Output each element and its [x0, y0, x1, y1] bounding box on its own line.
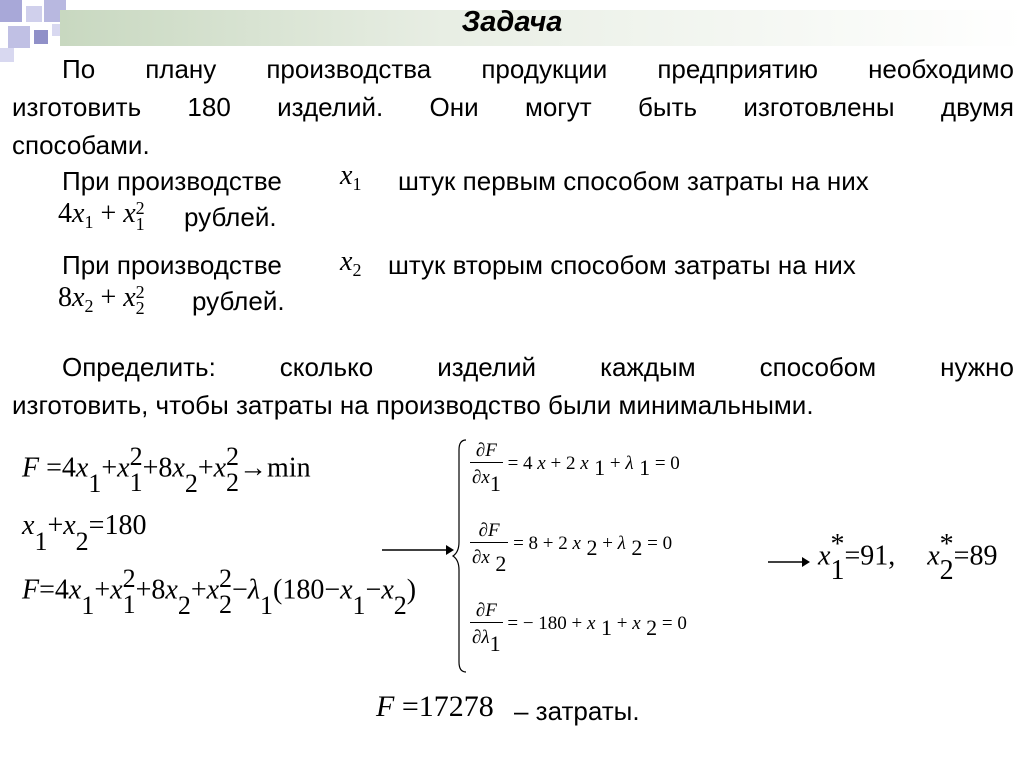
x1-star-value: =91,	[844, 540, 896, 572]
system-brace	[450, 438, 470, 674]
objective-function: F =4x1+x 2 1 +8x2+x 2 2 →min	[22, 442, 311, 499]
constraint-total: 180	[104, 510, 147, 541]
method2-unit: рублей.	[192, 286, 285, 316]
question-line-1: Определить: сколько изделий каждым способом нужно	[62, 352, 1014, 382]
total-cost-label: – затраты.	[514, 696, 640, 726]
problem-line-1: По плану производства продукции предприятию необходимо	[62, 54, 1014, 84]
method1-prefix: При производстве	[62, 166, 282, 196]
lagrangian: F=4x1+x 2 1 +8x2+x 2 2 −λ1(180−x1−x2)	[22, 564, 417, 621]
equation-2: $\frac{\partial F}{\partial x 2}$ = 8 + 2 x 2 + λ 2 = 0	[472, 520, 673, 576]
arrow-to-system	[380, 540, 456, 560]
solution: x * 1 =91, x * 2 =89	[818, 529, 998, 586]
question-line-2: изготовить, чтобы затраты на производство были минимальными.	[12, 390, 814, 420]
problem-line-3: способами.	[12, 130, 150, 160]
x1-variable: $x_1$	[340, 160, 362, 195]
cost2-formula: $8x_2 + x$ 2 2	[58, 281, 145, 318]
zero-3: = 0	[661, 612, 687, 634]
x2-variable: $x_2$	[340, 246, 362, 281]
method1-unit: рублей.	[184, 202, 277, 232]
method1-suffix: штук первым способом затраты на них	[398, 166, 869, 196]
arrow-to-solution	[766, 552, 812, 572]
equation-1: $\frac{\partial F}{\partial x1}$ = 4 x + 2 x 1 + λ 1 = 0	[472, 440, 680, 496]
min-label: min	[267, 452, 311, 484]
zero-2: = 0	[647, 532, 673, 554]
method2-suffix: штук вторым способом затраты на них	[388, 250, 856, 280]
x2-star-value: =89	[953, 540, 998, 572]
lagrange-const: 180	[282, 574, 325, 606]
method2-prefix: При производстве	[62, 250, 282, 280]
cost1-formula: $4x_1 + x$ 2 1	[58, 197, 145, 234]
problem-line-2: изготовить 180 изделий. Они могут быть изготовлены двумя	[12, 92, 1014, 122]
total-cost: F =17278	[376, 690, 494, 723]
total-cost-value: =17278	[401, 690, 494, 723]
constraint: x1+x2=180	[22, 510, 147, 556]
equation-3: $\frac{\partial F}{\partial\lambda 1}$ = − 180 + x 1 + x 2 = 0	[472, 600, 687, 656]
slide-title: Задача	[461, 6, 563, 38]
decor-square	[0, 48, 14, 62]
zero-1: = 0	[654, 452, 680, 474]
